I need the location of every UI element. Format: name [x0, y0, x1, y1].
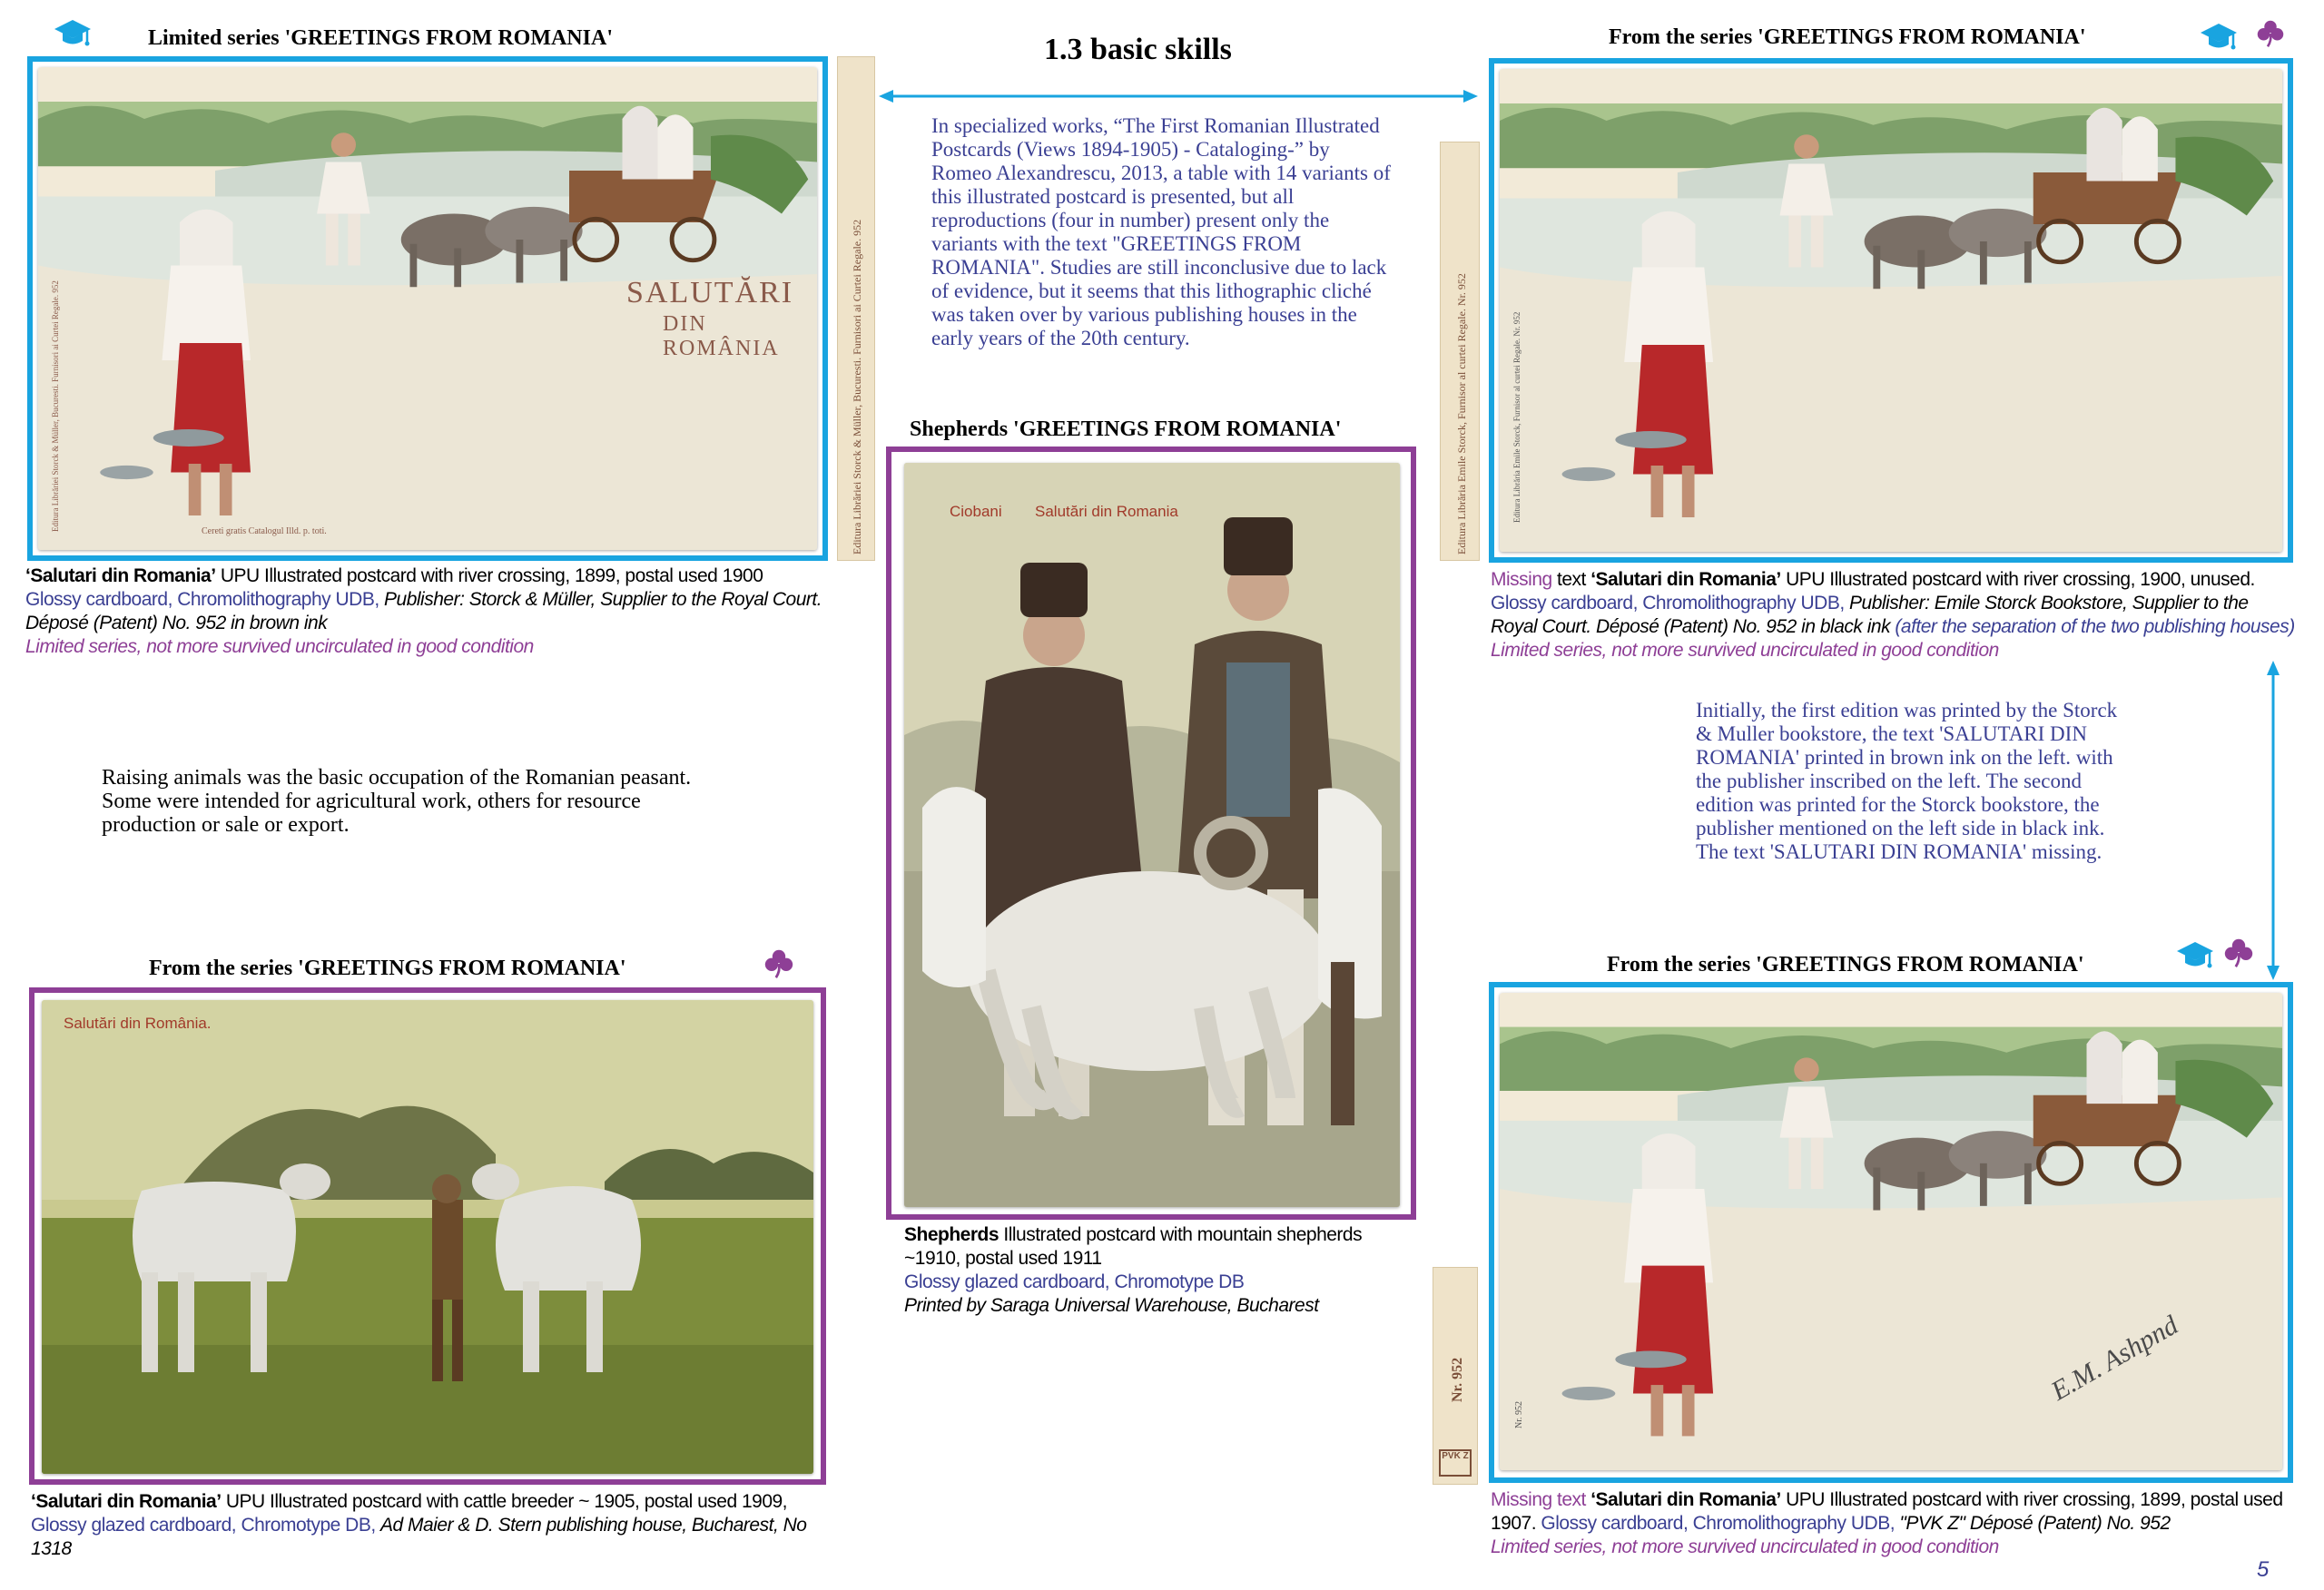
card3-cap-text-word: text — [1551, 569, 1591, 590]
card1-cap-rest: UPU Illustrated postcard with river crossing, 1899, postal used 1900 — [215, 565, 763, 586]
card3-cap-ital: Publisher: Emile Storck Bookstore, Supplier to the Royal Court. Déposé (Patent) No. 952 in black ink — [1491, 593, 2249, 637]
intro-paragraph: In specialized works, “The First Romanian Illustrated Postcards (Views 1894-1905) - Cataloging-” by Romeo Alexandrescu, 2013, a table with 14 variants of this illustrated postcard is presented, but all reproductions (four in number) present only the variants with the text "GREETINGS FROM ROMANIA". Studies are still inconclusive due to lack of evidence, but it seems that this lithographic cliché was taken over by various publishing houses in the early years of the 20th century. — [931, 114, 1391, 349]
card2-illustration — [904, 463, 1400, 1207]
card5-cap-ital: "PVK Z" Déposé (Patent) No. 952 — [1899, 1513, 2171, 1534]
card5-cap-purple: Limited series, not more survived uncirculated in good condition — [1491, 1536, 1999, 1557]
card2-cap-blue: Glossy glazed cardboard, Chromotype DB — [904, 1271, 1245, 1292]
card2-postcard — [904, 463, 1400, 1207]
card4-cap-bold: ‘Salutari din Romania’ — [31, 1491, 222, 1512]
clover-icon — [2257, 20, 2284, 47]
card5-stamp-text: Nr. 952 — [1450, 1357, 1465, 1402]
edition-paragraph: Initially, the first edition was printed by the Storck & Muller bookstore, the text 'SALUTARI DIN ROMANIA' printed in brown ink on the left. with the publisher inscribed on the left. The second edition was printed for the Storck bookstore, the publisher mentioned on the left side in black ink. The text 'SALUTARI DIN ROMANIA' missing. — [1696, 699, 2118, 863]
card4-card-text: Salutări din România. — [64, 1015, 212, 1032]
clover-icon — [764, 949, 793, 978]
page-number: 5 — [2257, 1557, 2270, 1582]
card4-cap-ital: Ad Maier & D. Stern publishing house, Bucharest, No 1318 — [31, 1515, 807, 1559]
page-title: 1.3 basic skills — [1044, 33, 1232, 66]
card1-footnote: Cereti gratis Catalogul Illd. p. toti. — [202, 526, 327, 536]
card1-heading: Limited series 'GREETINGS FROM ROMANIA' — [148, 26, 613, 50]
card3-frame — [1489, 58, 2293, 563]
card3-cap-purple: Limited series, not more survived uncirculated in good condition — [1491, 640, 1999, 661]
card2-caption — [904, 1223, 1413, 1318]
card5-heading: From the series 'GREETINGS FROM ROMANIA' — [1607, 953, 2084, 977]
card5-cap-bold: ‘Salutari din Romania’ — [1585, 1489, 1781, 1510]
card3-heading: From the series 'GREETINGS FROM ROMANIA' — [1609, 25, 2086, 49]
card2-cap-ital: Printed by Saraga Universal Warehouse, Bucharest — [904, 1295, 1319, 1316]
card1-stamp-text: Editura Librăriei Storck & Müller, Bucuresti. Furnisori ai Curtei Regale. 952 — [851, 219, 863, 555]
card3-cap-missing: Missing — [1491, 569, 1552, 590]
card5-frame — [1489, 982, 2293, 1483]
card1-cap-purple: Limited series, not more survived uncirculated in good condition — [25, 636, 534, 657]
card5-stamp-logo: PVK Z — [1439, 1449, 1472, 1477]
card1-title-line1: SALUTĂRI — [626, 276, 794, 309]
clover-icon — [2224, 938, 2253, 967]
card1-imprint: Editura Librăriei Storck & Müller, Bucuresti. Furnisori ai Curtei Regale. 952 — [51, 280, 60, 532]
card5-postcard — [1500, 993, 2282, 1470]
card1-stamp — [837, 56, 875, 561]
card3-cap-blue: Glossy cardboard, Chromolithography UDB, — [1491, 593, 1850, 613]
card5-signature: E.M. Ashpnd — [2045, 1310, 2183, 1407]
card3-illustration — [1500, 69, 2282, 552]
card1-postcard — [38, 67, 817, 550]
card1-caption — [25, 564, 833, 659]
card5-cap-rest: UPU Illustrated postcard with river crossing, 1899, postal used 1907. — [1491, 1489, 2283, 1534]
animals-paragraph: Raising animals was the basic occupation of the Romanian peasant. Some were intended for agricultural work, others for resource production or sale or export. — [102, 766, 692, 837]
graduation-cap-icon — [2201, 22, 2237, 51]
card3-caption — [1491, 568, 2299, 662]
card3-postcard — [1500, 69, 2282, 552]
graduation-cap-icon — [2177, 940, 2213, 969]
card4-postcard — [42, 1000, 813, 1474]
card3-cap-bold: ‘Salutari din Romania’ — [1590, 569, 1781, 590]
card3-cap-blue-ital: (after the separation of the two publishing houses) — [1890, 616, 2295, 637]
card1-cap-ital: Publisher: Storck & Müller, Supplier to the Royal Court. Déposé (Patent) No. 952 in brown ink — [25, 589, 822, 633]
double-arrow-icon — [879, 87, 1478, 105]
card4-frame — [29, 987, 826, 1485]
card4-cap-rest: UPU Illustrated postcard with cattle breeder ~ 1905, postal used 1909, — [221, 1491, 788, 1512]
card1-frame — [27, 56, 828, 561]
card2-frame — [886, 447, 1416, 1220]
card3-stamp — [1440, 142, 1480, 561]
card2-heading: Shepherds 'GREETINGS FROM ROMANIA' — [910, 417, 1342, 441]
card5-illustration — [1500, 993, 2282, 1470]
card1-title-line2: DIN ROMÂNIA — [663, 312, 780, 360]
card3-cap-rest: UPU Illustrated postcard with river crossing, 1900, unused. — [1780, 569, 2255, 590]
card2-text-left: Ciobani — [950, 503, 1002, 520]
card5-card-nr: Nr. 952 — [1514, 1401, 1524, 1428]
card2-text-right: Salutări din Romania — [1035, 503, 1178, 520]
card4-cap-blue: Glossy glazed cardboard, Chromotype DB, — [31, 1515, 381, 1536]
card1-cap-blue: Glossy cardboard, Chromolithography UDB, — [25, 589, 385, 610]
card5-cap-blue: Glossy cardboard, Chromolithography UDB, — [1541, 1513, 1900, 1534]
card5-stamp — [1433, 1267, 1478, 1485]
double-arrow-icon — [2262, 661, 2284, 980]
card4-caption — [31, 1490, 848, 1561]
card3-imprint: Editura Librăria Emile Storck, Furnisor al curtei Regale. Nr. 952 — [1512, 311, 1521, 523]
card4-heading: From the series 'GREETINGS FROM ROMANIA' — [149, 957, 626, 980]
card2-cap-bold: Shepherds — [904, 1224, 1000, 1245]
card5-cap-missing: Missing text — [1491, 1489, 1586, 1510]
card4-illustration — [42, 1000, 813, 1474]
card2-cap-rest: Illustrated postcard with mountain shepherds ~1910, postal used 1911 — [904, 1224, 1363, 1269]
graduation-cap-icon — [54, 18, 91, 47]
card1-cap-bold: ‘Salutari din Romania’ — [25, 565, 216, 586]
card5-caption — [1491, 1488, 2290, 1559]
card3-stamp-text: Editura Librăria Emile Storck, Furnisor al curtei Regale. Nr. 952 — [1455, 273, 1468, 555]
